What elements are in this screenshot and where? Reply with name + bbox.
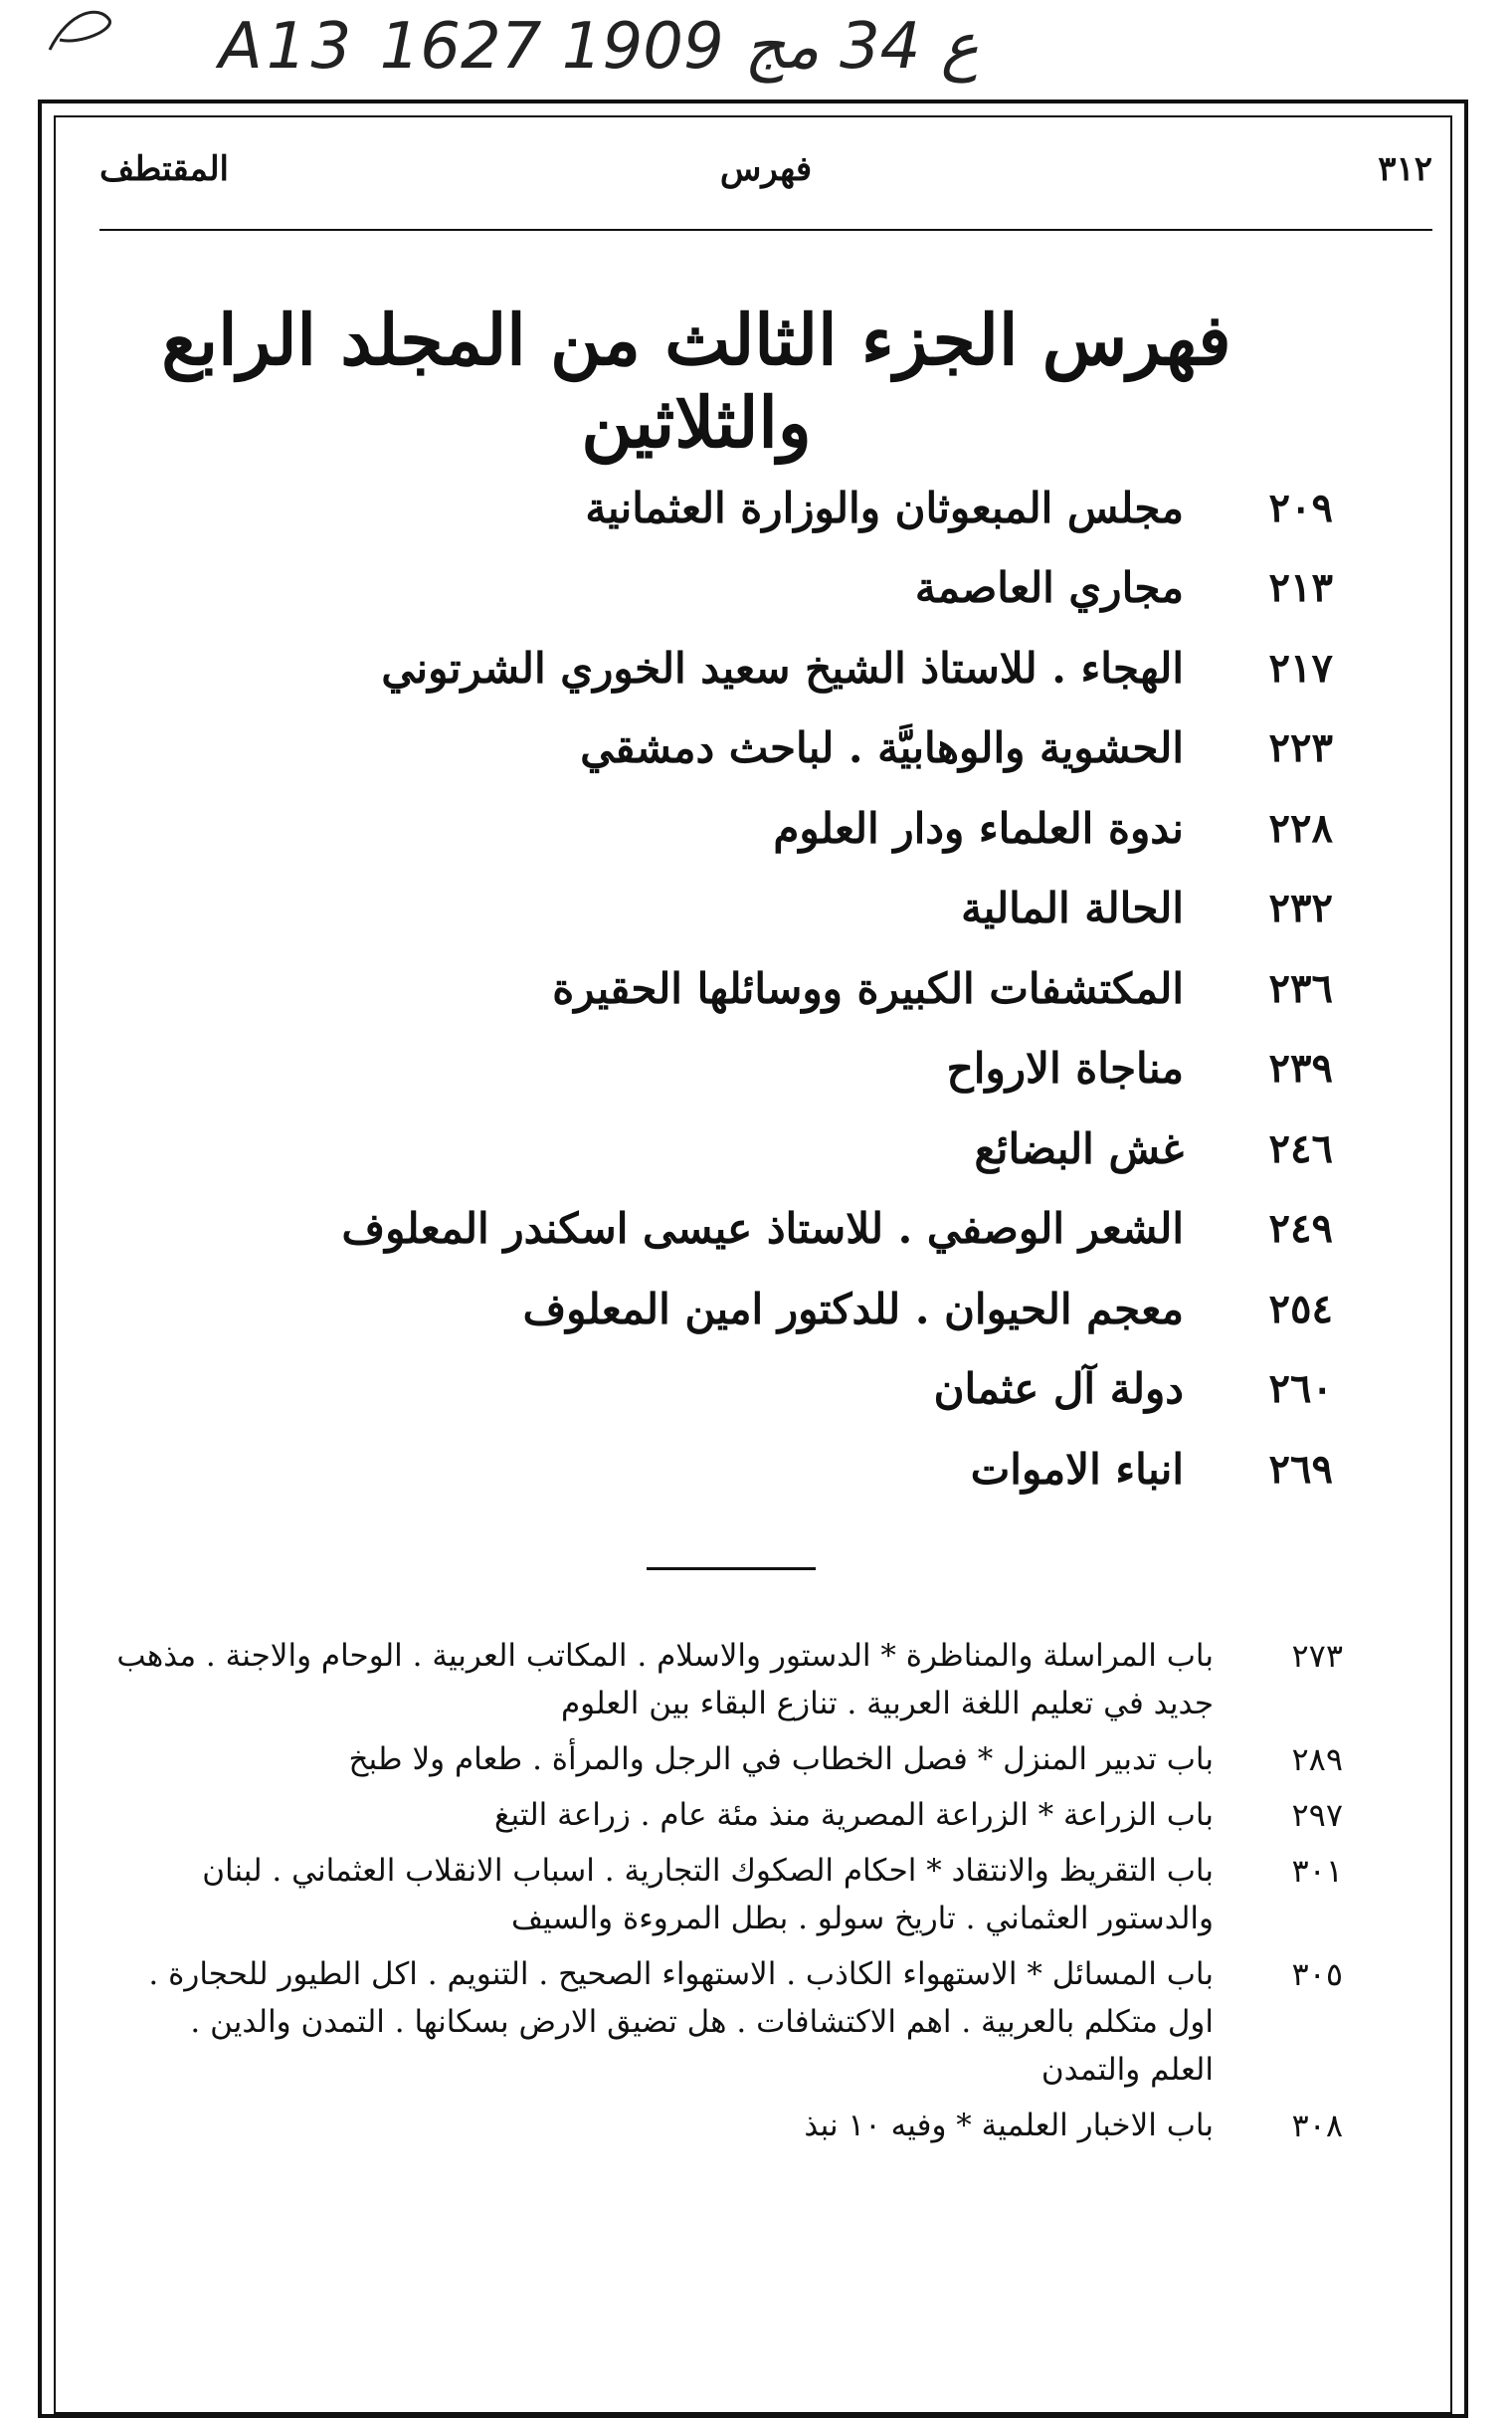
- section-line: باب التقريظ والانتقاد * احكام الصكوك التجارية . اسباب الانقلاب العثماني . لبنان: [202, 1853, 1214, 1889]
- toc-page: ٢٤٦: [1268, 1124, 1333, 1172]
- running-header: [99, 149, 1432, 209]
- section-text: [50, 1735, 1214, 1783]
- section-line: جديد في تعليم اللغة العربية . تنازع البقاء بين العلوم: [560, 1686, 1214, 1721]
- section-text: [50, 2102, 1214, 2149]
- toc-row: [149, 1189, 1333, 1270]
- toc-row: [149, 1349, 1333, 1430]
- section-page: ٢٩٧: [1291, 1796, 1343, 1834]
- header-rule: [99, 229, 1432, 231]
- section-text: [50, 1847, 1214, 1942]
- page-title: فهرس الجزء الثالث من المجلد الرابع والثلاثين: [161, 299, 1231, 464]
- toc-title: الهجاء . للاستاذ الشيخ سعيد الخوري الشرتوني: [381, 643, 1184, 693]
- section-line: والدستور العثماني . تاريخ سولو . بطل المروءة والسيف: [510, 1901, 1214, 1936]
- header-page-number: ٣١٢: [1378, 149, 1432, 189]
- toc-page: ٢١٧: [1268, 644, 1333, 692]
- toc-title: ندوة العلماء ودار العلوم: [773, 803, 1184, 853]
- handwritten-catalog-note: A13 ع 34 مج 1909 1627: [219, 10, 979, 84]
- toc-page: ٢٣٩: [1268, 1045, 1333, 1093]
- toc-title: الحالة المالية: [961, 884, 1184, 933]
- toc-page: ٢٢٣: [1268, 724, 1333, 772]
- toc-title: مجاري العاصمة: [914, 563, 1184, 613]
- toc-page: ٢٦٠: [1268, 1365, 1333, 1413]
- section-entry: [50, 1847, 1343, 1942]
- section-line: باب المراسلة والمناظرة * الدستور والاسلام . المكاتب العربية . الوحام والاجنة . مذهب: [116, 1638, 1214, 1674]
- section-divider: [647, 1567, 816, 1570]
- toc-row: [149, 1429, 1333, 1510]
- section-line: باب الاخبار العلمية * وفيه ١٠ نبذ: [804, 2108, 1214, 2143]
- section-line: اول متكلم بالعربية . اهم الاكتشافات . هل تضيق الارض بسكانها . التمدن والدين .: [190, 2004, 1214, 2040]
- toc-row: [149, 548, 1333, 629]
- header-journal: المقتطف: [99, 149, 230, 189]
- section-page: ٣٠٨: [1291, 2107, 1343, 2144]
- toc-row: [149, 948, 1333, 1029]
- sections-list: [50, 1632, 1343, 2149]
- toc-title: المكتشفات الكبيرة ووسائلها الحقيرة: [552, 963, 1184, 1013]
- toc-title: الحشوية والوهابيَّة . لباحث دمشقي: [580, 723, 1184, 773]
- toc-row: [149, 628, 1333, 708]
- toc-title: الشعر الوصفي . للاستاذ عيسى اسكندر المعلوف: [341, 1204, 1184, 1254]
- toc-title: غش البضائع: [974, 1123, 1184, 1173]
- toc-page: ٢٣٢: [1268, 885, 1333, 932]
- section-line: العلم والتمدن: [1040, 2052, 1214, 2088]
- section-line: باب المسائل * الاستهواء الكاذب . الاستهواء الصحيح . التنويم . اكل الطيور للحجارة .: [148, 1956, 1214, 1992]
- section-text: [50, 1950, 1214, 2094]
- toc-row: [149, 1029, 1333, 1109]
- toc-page: ٢٠٩: [1268, 484, 1333, 531]
- toc-row: [149, 869, 1333, 949]
- toc-title: دولة آل عثمان: [933, 1364, 1184, 1414]
- header-section: فهرس: [719, 149, 813, 189]
- section-entry: [50, 1735, 1343, 1783]
- toc-row: [149, 708, 1333, 789]
- toc-row: [149, 788, 1333, 869]
- table-of-contents: [149, 468, 1333, 1510]
- section-page: ٢٨٩: [1291, 1740, 1343, 1778]
- section-entry: [50, 1791, 1343, 1839]
- toc-row: [149, 1108, 1333, 1189]
- section-entry: [50, 1632, 1343, 1727]
- section-entry: [50, 2102, 1343, 2149]
- section-page: ٣٠١: [1291, 1852, 1343, 1890]
- toc-page: ٢١٣: [1268, 564, 1333, 612]
- toc-title: مناجاة الارواح: [946, 1044, 1184, 1094]
- toc-row: [149, 1269, 1333, 1349]
- handwritten-scribble-icon: [40, 0, 129, 60]
- section-line: باب تدبير المنزل * فصل الخطاب في الرجل والمرأة . طعام ولا طبخ: [348, 1741, 1214, 1777]
- toc-title: انباء الاموات: [970, 1444, 1184, 1494]
- section-line: باب الزراعة * الزراعة المصرية منذ مئة عام . زراعة التبغ: [494, 1797, 1214, 1833]
- toc-title: معجم الحيوان . للدكتور امين المعلوف: [522, 1284, 1184, 1333]
- section-text: [50, 1632, 1214, 1727]
- toc-page: ٢٥٤: [1268, 1285, 1333, 1332]
- section-page: ٢٧٣: [1291, 1637, 1343, 1675]
- toc-page: ٢٦٩: [1268, 1445, 1333, 1493]
- section-text: [50, 1791, 1214, 1839]
- toc-page: ٢٤٩: [1268, 1205, 1333, 1253]
- toc-row: [149, 468, 1333, 548]
- toc-page: ٢٣٦: [1268, 964, 1333, 1012]
- section-entry: [50, 1950, 1343, 2094]
- toc-page: ٢٢٨: [1268, 804, 1333, 852]
- toc-title: مجلس المبعوثان والوزارة العثمانية: [585, 483, 1184, 532]
- section-page: ٣٠٥: [1291, 1955, 1343, 1993]
